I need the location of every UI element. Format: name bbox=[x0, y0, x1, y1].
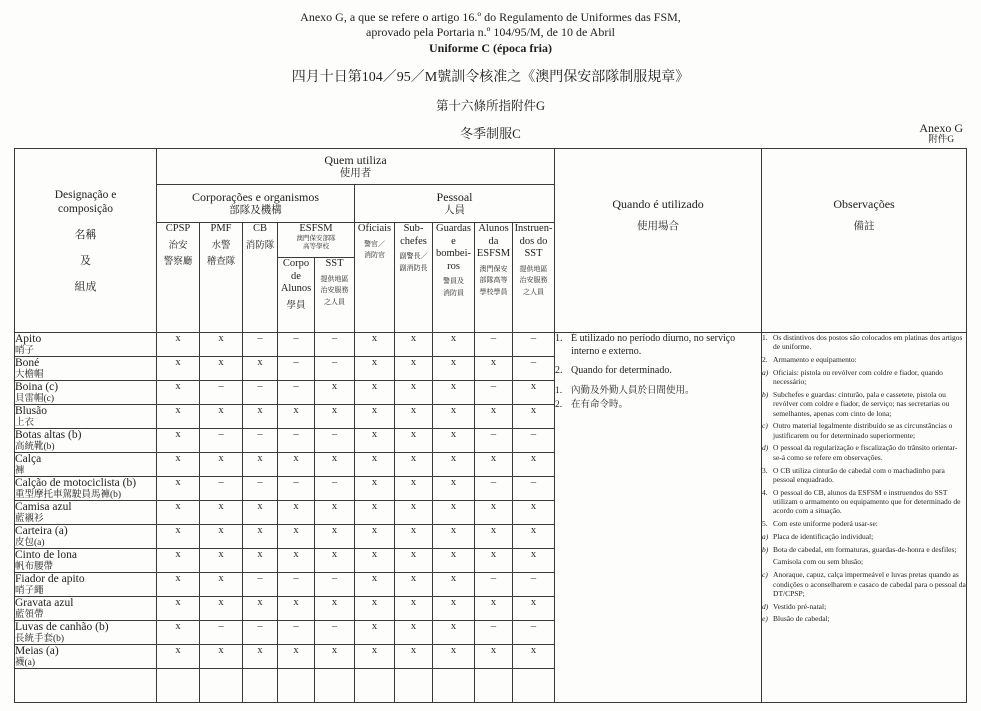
mark-cell: x bbox=[243, 597, 278, 621]
mark-cell: – bbox=[278, 381, 315, 405]
observacoes-label-pt: Observações bbox=[833, 197, 895, 211]
observacao-item-text: Vestido pré-natal; bbox=[773, 601, 827, 611]
mark-cell: x bbox=[355, 621, 395, 645]
mark-cell: x bbox=[157, 381, 200, 405]
mark-cell: – bbox=[315, 621, 355, 645]
mark-cell: x bbox=[157, 453, 200, 477]
item-name-cell bbox=[15, 549, 157, 573]
col-header-sst: SST 提供地區 治安服務 之人員 bbox=[315, 258, 355, 333]
observacao-item-text: Placa de identificação individual; bbox=[773, 531, 874, 541]
mark-cell: x bbox=[513, 645, 555, 669]
item-name-zh: 褲 bbox=[15, 465, 25, 476]
mark-cell: x bbox=[433, 645, 475, 669]
item-name-zh: 藍領帶 bbox=[15, 609, 44, 620]
mark-cell: x bbox=[278, 525, 315, 549]
mark-cell: x bbox=[475, 357, 513, 381]
filler-cell bbox=[433, 669, 475, 703]
mark-cell: x bbox=[433, 453, 475, 477]
mark-cell: x bbox=[433, 549, 475, 573]
mark-cell: x bbox=[315, 381, 355, 405]
mark-cell: x bbox=[315, 549, 355, 573]
annex-label-pt: Anexo G bbox=[919, 121, 963, 135]
mark-cell: x bbox=[355, 645, 395, 669]
item-row bbox=[15, 333, 967, 357]
observacao-item bbox=[762, 466, 966, 485]
mark-cell: – bbox=[243, 477, 278, 501]
item-name-zh: 長統手套(b) bbox=[15, 633, 65, 644]
header-line-regulation: Anexo G, a que se refere o artigo 16.º do Regulamento de Uniformes das FSM, bbox=[300, 10, 681, 24]
mark-cell: x bbox=[200, 357, 243, 381]
pessoal-header-cell bbox=[355, 185, 555, 223]
observacao-item bbox=[762, 545, 966, 554]
mark-cell: – bbox=[200, 621, 243, 645]
mark-cell: x bbox=[475, 405, 513, 429]
observacao-item-text: Oficiais: pistola ou revólver com coldre e fiador, quando necessário; bbox=[773, 367, 943, 387]
mark-cell: – bbox=[513, 333, 555, 357]
item-name-cell bbox=[15, 573, 157, 597]
mark-cell: x bbox=[433, 597, 475, 621]
col-header-cpsp: CPSP 治安 警察廳 bbox=[157, 223, 200, 333]
mark-cell: x bbox=[395, 357, 433, 381]
observacao-item bbox=[762, 614, 966, 623]
mark-cell: x bbox=[157, 525, 200, 549]
mark-cell: x bbox=[200, 405, 243, 429]
mark-cell: x bbox=[513, 501, 555, 525]
item-name-pt: Luvas de canhão (b) bbox=[15, 621, 109, 633]
mark-cell: – bbox=[278, 429, 315, 453]
mark-cell: – bbox=[513, 573, 555, 597]
mark-cell: x bbox=[355, 549, 395, 573]
mark-cell: x bbox=[157, 477, 200, 501]
mark-cell: x bbox=[278, 501, 315, 525]
mark-cell: x bbox=[243, 645, 278, 669]
quem-utiliza-header-cell bbox=[157, 149, 555, 185]
mark-cell: x bbox=[395, 405, 433, 429]
mark-cell: x bbox=[395, 645, 433, 669]
header-row-1 bbox=[15, 149, 967, 185]
quando-header-cell bbox=[555, 149, 762, 333]
item-name-zh: 哨子 bbox=[15, 345, 35, 356]
mark-cell: x bbox=[157, 357, 200, 381]
designacao-label-zh: 名稱 及 組成 bbox=[74, 228, 97, 293]
mark-cell: – bbox=[243, 429, 278, 453]
observacao-item-text: Com este uniforme poderá usar-se: bbox=[773, 519, 878, 529]
observacao-item-label: b) bbox=[762, 544, 769, 554]
mark-cell: x bbox=[433, 525, 475, 549]
col-header-esfsm-group bbox=[278, 223, 355, 258]
mark-cell: – bbox=[243, 621, 278, 645]
observacao-item-label: b) bbox=[762, 389, 769, 399]
quem-utiliza-label-pt: Quem utiliza bbox=[324, 153, 387, 167]
col-header-cb: CB 消防隊 bbox=[243, 223, 278, 333]
mark-cell: x bbox=[355, 453, 395, 477]
header-line-zh-annex: 第十六條所指附件G bbox=[435, 99, 546, 113]
item-name-cell bbox=[15, 405, 157, 429]
observacao-item bbox=[762, 532, 966, 541]
mark-cell: x bbox=[513, 453, 555, 477]
mark-cell: x bbox=[395, 621, 433, 645]
mark-cell: x bbox=[278, 645, 315, 669]
quando-item bbox=[555, 385, 761, 397]
mark-cell: x bbox=[243, 405, 278, 429]
item-name-cell bbox=[15, 645, 157, 669]
corporacoes-label-pt: Corporações e organismos bbox=[191, 190, 320, 204]
item-name-cell bbox=[15, 477, 157, 501]
mark-cell: – bbox=[513, 357, 555, 381]
item-name-pt: Boné bbox=[15, 357, 40, 369]
filler-cell bbox=[243, 669, 278, 703]
observacao-item-text: O pessoal do CB, alunos da ESFSM e instruendos do SST utilizam o armamento ou equipamento que for determinado de acordo com a situação. bbox=[773, 487, 961, 516]
mark-cell: x bbox=[433, 381, 475, 405]
header-line-zh-uniform: 冬季制服C bbox=[460, 126, 521, 141]
mark-cell: – bbox=[475, 429, 513, 453]
observacao-item-label: a) bbox=[762, 367, 769, 377]
item-name-zh: 皮包(a) bbox=[15, 537, 45, 548]
item-name-pt: Gravata azul bbox=[15, 597, 74, 609]
mark-cell: x bbox=[243, 525, 278, 549]
mark-cell: – bbox=[513, 429, 555, 453]
observacao-item-text: Armamento e equipamento: bbox=[773, 355, 857, 365]
item-name-pt: Blusão bbox=[15, 405, 47, 417]
observacao-item bbox=[762, 421, 966, 440]
mark-cell: x bbox=[433, 357, 475, 381]
item-name-cell bbox=[15, 333, 157, 357]
observacao-item bbox=[762, 368, 966, 387]
mark-cell: x bbox=[395, 477, 433, 501]
mark-cell: x bbox=[395, 453, 433, 477]
mark-cell: x bbox=[433, 621, 475, 645]
quando-item-text: É utilizado no período diurno, no serviço interno e externo. bbox=[571, 333, 736, 357]
mark-cell: x bbox=[157, 501, 200, 525]
observacao-item-label: d) bbox=[762, 443, 769, 453]
header-line-uniform-title: Uniforme C (época fria) bbox=[429, 41, 552, 55]
observacao-item-label: 3. bbox=[762, 465, 768, 475]
observacao-item bbox=[762, 602, 966, 611]
col-header-subchefes: Sub- chefes 副警長／ 副消防長 bbox=[395, 223, 433, 333]
mark-cell: x bbox=[475, 501, 513, 525]
filler-cell bbox=[355, 669, 395, 703]
item-name-zh: 上衣 bbox=[15, 417, 35, 428]
item-name-zh: 哨子繩 bbox=[15, 585, 44, 596]
quando-item-text: 在有命令時。 bbox=[571, 399, 629, 410]
mark-cell: x bbox=[278, 453, 315, 477]
mark-cell: x bbox=[243, 549, 278, 573]
mark-cell: – bbox=[475, 477, 513, 501]
mark-cell: x bbox=[475, 597, 513, 621]
mark-cell: x bbox=[200, 645, 243, 669]
quando-label-zh: 使用場合 bbox=[637, 221, 680, 232]
mark-cell: x bbox=[157, 645, 200, 669]
observacao-item-label bbox=[762, 557, 773, 566]
observacao-item-label: e) bbox=[762, 614, 768, 624]
mark-cell: – bbox=[475, 573, 513, 597]
item-name-zh: 藍襯衫 bbox=[15, 513, 44, 524]
mark-cell: x bbox=[355, 357, 395, 381]
quando-item-label: 1. bbox=[555, 385, 563, 396]
observacao-item-text: Subchefes e guardas: cinturão, pala e cassetete, pistola ou revólver com coldre e fiador, de serviço; nas secretarias ou semelhantes, apenas com cinto de lona; bbox=[773, 389, 950, 418]
mark-cell: – bbox=[278, 621, 315, 645]
mark-cell: x bbox=[513, 381, 555, 405]
observacao-item-text: Os distintivos dos postos são colocados em platinas dos artigos de uniforme. bbox=[773, 333, 963, 352]
mark-cell: x bbox=[243, 453, 278, 477]
mark-cell: x bbox=[200, 525, 243, 549]
observacao-item-text: O CB utiliza cinturão de cabedal com o machadinho para pessoal enquadrado. bbox=[773, 465, 945, 484]
observacao-item bbox=[762, 570, 966, 598]
mark-cell: x bbox=[355, 429, 395, 453]
mark-cell: x bbox=[278, 549, 315, 573]
mark-cell: x bbox=[395, 333, 433, 357]
mark-cell: – bbox=[278, 573, 315, 597]
observacao-item bbox=[762, 355, 966, 364]
mark-cell: x bbox=[157, 549, 200, 573]
observacao-item bbox=[762, 519, 966, 528]
mark-cell: x bbox=[157, 429, 200, 453]
filler-cell bbox=[157, 669, 200, 703]
mark-cell: x bbox=[355, 405, 395, 429]
quando-item-label: 1. bbox=[555, 333, 563, 344]
mark-cell: x bbox=[355, 597, 395, 621]
col-header-guardas: Guardas e bombei- ros 警員及 消防員 bbox=[433, 223, 475, 333]
col-header-corpo-alunos: Corpo de Alunos 學員 bbox=[278, 258, 315, 333]
mark-cell: x bbox=[395, 501, 433, 525]
mark-cell: – bbox=[513, 621, 555, 645]
item-name-pt: Botas altas (b) bbox=[15, 429, 82, 441]
esfsm-group-label-zh: 澳門保安部隊 高等學校 bbox=[296, 235, 336, 250]
mark-cell: x bbox=[395, 597, 433, 621]
col-header-pmf: PMF 水警 稽查隊 bbox=[200, 223, 243, 333]
document-header bbox=[0, 10, 981, 142]
mark-cell: x bbox=[157, 405, 200, 429]
item-name-pt: Calça bbox=[15, 453, 42, 465]
observacao-item bbox=[762, 557, 966, 566]
mark-cell: x bbox=[433, 405, 475, 429]
mark-cell: x bbox=[395, 549, 433, 573]
mark-cell: x bbox=[157, 597, 200, 621]
observacao-item-text: Anoraque, capuz, calça impermeável e luvas pretas quando as condições o aconselharem e casaco de cabedal para o pessoal da DT/CPSP; bbox=[773, 570, 966, 598]
mark-cell: x bbox=[433, 477, 475, 501]
mark-cell: – bbox=[278, 333, 315, 357]
mark-cell: x bbox=[157, 621, 200, 645]
observacao-item-text: O pessoal da regularização e fiscalização do trânsito orientar-se-á como se refere em observações. bbox=[773, 443, 958, 462]
header-line-zh-regulation: 四月十日第104／95／M號訓令核准之《澳門保安部隊制服規章》 bbox=[291, 70, 690, 85]
filler-cell bbox=[15, 669, 157, 703]
corporacoes-label-zh: 部隊及機構 bbox=[229, 205, 282, 216]
mark-cell: x bbox=[513, 549, 555, 573]
uniform-table bbox=[14, 148, 967, 703]
filler-cell bbox=[315, 669, 355, 703]
quando-item bbox=[555, 365, 761, 378]
item-name-pt: Fiador de apito bbox=[15, 573, 85, 585]
mark-cell: x bbox=[200, 453, 243, 477]
mark-cell: x bbox=[315, 645, 355, 669]
mark-cell: x bbox=[475, 525, 513, 549]
mark-cell: x bbox=[395, 429, 433, 453]
mark-cell: x bbox=[355, 477, 395, 501]
quando-item bbox=[555, 333, 761, 358]
mark-cell: x bbox=[243, 501, 278, 525]
mark-cell: – bbox=[475, 621, 513, 645]
mark-cell: x bbox=[315, 405, 355, 429]
quando-item-label: 2. bbox=[555, 399, 563, 410]
mark-cell: x bbox=[200, 333, 243, 357]
item-name-pt: Meias (a) bbox=[15, 645, 59, 657]
pessoal-label-pt: Pessoal bbox=[436, 190, 473, 204]
mark-cell: x bbox=[433, 429, 475, 453]
mark-cell: x bbox=[278, 405, 315, 429]
corporacoes-header-cell bbox=[157, 185, 355, 223]
mark-cell: x bbox=[200, 573, 243, 597]
mark-cell: x bbox=[200, 597, 243, 621]
mark-cell: – bbox=[315, 429, 355, 453]
item-name-cell bbox=[15, 597, 157, 621]
mark-cell: – bbox=[315, 573, 355, 597]
annex-note bbox=[919, 121, 963, 147]
quando-item-label: 2. bbox=[555, 365, 563, 376]
mark-cell: x bbox=[157, 333, 200, 357]
mark-cell: x bbox=[355, 381, 395, 405]
col-header-alunos-esfsm: Alunos da ESFSM 澳門保安 部隊高等 學校學員 bbox=[475, 223, 513, 333]
quem-utiliza-label-zh: 使用者 bbox=[339, 168, 372, 179]
quando-item-text: Quando for determinado. bbox=[571, 365, 672, 376]
filler-cell bbox=[475, 669, 513, 703]
observacoes-header-cell bbox=[762, 149, 967, 333]
filler-cell bbox=[278, 669, 315, 703]
esfsm-group-label-pt: ESFSM bbox=[299, 223, 333, 234]
item-name-pt: Apito bbox=[15, 333, 42, 345]
item-name-pt: Boina (c) bbox=[15, 381, 59, 393]
mark-cell: – bbox=[513, 477, 555, 501]
item-name-zh: 貝雷帽(c) bbox=[15, 393, 55, 404]
mark-cell: – bbox=[200, 429, 243, 453]
observacao-item bbox=[762, 488, 966, 516]
mark-cell: x bbox=[513, 597, 555, 621]
mark-cell: – bbox=[278, 477, 315, 501]
observacao-item bbox=[762, 443, 966, 462]
mark-cell: – bbox=[200, 477, 243, 501]
observacao-item-label: c) bbox=[762, 421, 768, 431]
item-name-pt: Calção de motociclista (b) bbox=[15, 477, 137, 489]
mark-cell: x bbox=[315, 501, 355, 525]
mark-cell: x bbox=[278, 597, 315, 621]
designacao-header-cell bbox=[15, 149, 157, 333]
mark-cell: x bbox=[433, 333, 475, 357]
observacao-item bbox=[762, 333, 966, 352]
observacao-item-label: 5. bbox=[762, 519, 768, 529]
table-body bbox=[15, 333, 967, 703]
mark-cell: x bbox=[315, 453, 355, 477]
observacao-item-label: a) bbox=[762, 531, 769, 541]
mark-cell: x bbox=[513, 405, 555, 429]
pessoal-label-zh: 人員 bbox=[444, 205, 466, 216]
mark-cell: – bbox=[243, 381, 278, 405]
mark-cell: – bbox=[315, 333, 355, 357]
item-name-cell bbox=[15, 501, 157, 525]
header-line-portaria: aprovado pela Portaria n.º 104/95/M, de 10 de Abril bbox=[366, 25, 615, 39]
filler-cell bbox=[513, 669, 555, 703]
mark-cell: x bbox=[395, 525, 433, 549]
mark-cell: – bbox=[278, 357, 315, 381]
item-name-cell bbox=[15, 381, 157, 405]
item-name-pt: Camisa azul bbox=[15, 501, 72, 513]
observacao-item-text: Bota de cabedal, em formaturas, guardas-de-honra e desfiles; bbox=[773, 544, 957, 554]
mark-cell: – bbox=[243, 333, 278, 357]
observacao-item-label: 4. bbox=[762, 487, 768, 497]
mark-cell: x bbox=[315, 597, 355, 621]
observacao-item-label: c) bbox=[762, 570, 768, 580]
quando-item bbox=[555, 399, 761, 411]
mark-cell: x bbox=[355, 573, 395, 597]
mark-cell: x bbox=[315, 525, 355, 549]
mark-cell: x bbox=[355, 501, 395, 525]
item-name-zh: 高統靴(b) bbox=[15, 441, 55, 452]
mark-cell: x bbox=[433, 573, 475, 597]
mark-cell: – bbox=[243, 573, 278, 597]
quando-body-cell bbox=[555, 333, 762, 703]
col-header-oficiais: Oficiais 警官／ 消防官 bbox=[355, 223, 395, 333]
mark-cell: x bbox=[355, 525, 395, 549]
item-name-pt: Carteira (a) bbox=[15, 525, 68, 537]
item-name-zh: 帆布腰帶 bbox=[15, 561, 54, 572]
filler-cell bbox=[395, 669, 433, 703]
observacao-item-label: 1. bbox=[762, 333, 768, 342]
mark-cell: x bbox=[395, 573, 433, 597]
mark-cell: – bbox=[475, 381, 513, 405]
col-header-instruendos-sst: Instruen- dos do SST 提供地區 治安服務 之人員 bbox=[513, 223, 555, 333]
mark-cell: – bbox=[200, 381, 243, 405]
mark-cell: x bbox=[200, 549, 243, 573]
annex-label-zh: 附件G bbox=[928, 135, 955, 146]
mark-cell: x bbox=[157, 573, 200, 597]
item-name-pt: Cinto de lona bbox=[15, 549, 77, 561]
mark-cell: x bbox=[513, 525, 555, 549]
item-name-zh: 重型摩托車駕駛員馬褲(b) bbox=[15, 489, 122, 500]
observacao-item-label: d) bbox=[762, 601, 769, 611]
quando-label-pt: Quando é utilizado bbox=[612, 197, 704, 211]
mark-cell: x bbox=[395, 381, 433, 405]
item-name-cell bbox=[15, 453, 157, 477]
item-name-cell bbox=[15, 429, 157, 453]
mark-cell: x bbox=[433, 501, 475, 525]
mark-cell: x bbox=[475, 549, 513, 573]
item-name-zh: 襪(a) bbox=[15, 657, 36, 668]
quando-item-text: 內勤及外勤人員於日間使用。 bbox=[571, 385, 695, 396]
mark-cell: x bbox=[243, 357, 278, 381]
observacao-item-text: Outro material legalmente distribuído se as circunstâncias o justificarem ou for determinado superiormente; bbox=[773, 421, 953, 440]
item-name-zh: 大檐帽 bbox=[15, 369, 44, 380]
observacoes-body-cell bbox=[762, 333, 967, 703]
designacao-label-pt: Designação e composição bbox=[54, 188, 117, 215]
observacao-item-text: Camisola com ou sem blusão; bbox=[773, 557, 864, 567]
mark-cell: x bbox=[475, 453, 513, 477]
observacoes-label-zh: 備註 bbox=[853, 221, 875, 232]
observacao-item bbox=[762, 390, 966, 418]
observacao-item-text: Blusão de cabedal; bbox=[773, 614, 830, 624]
mark-cell: – bbox=[315, 477, 355, 501]
observacao-item-label: 2. bbox=[762, 355, 768, 365]
item-name-cell bbox=[15, 525, 157, 549]
item-name-cell bbox=[15, 621, 157, 645]
mark-cell: – bbox=[315, 357, 355, 381]
mark-cell: x bbox=[355, 333, 395, 357]
filler-cell bbox=[200, 669, 243, 703]
item-name-cell bbox=[15, 357, 157, 381]
mark-cell: – bbox=[475, 333, 513, 357]
mark-cell: x bbox=[475, 645, 513, 669]
mark-cell: x bbox=[200, 501, 243, 525]
